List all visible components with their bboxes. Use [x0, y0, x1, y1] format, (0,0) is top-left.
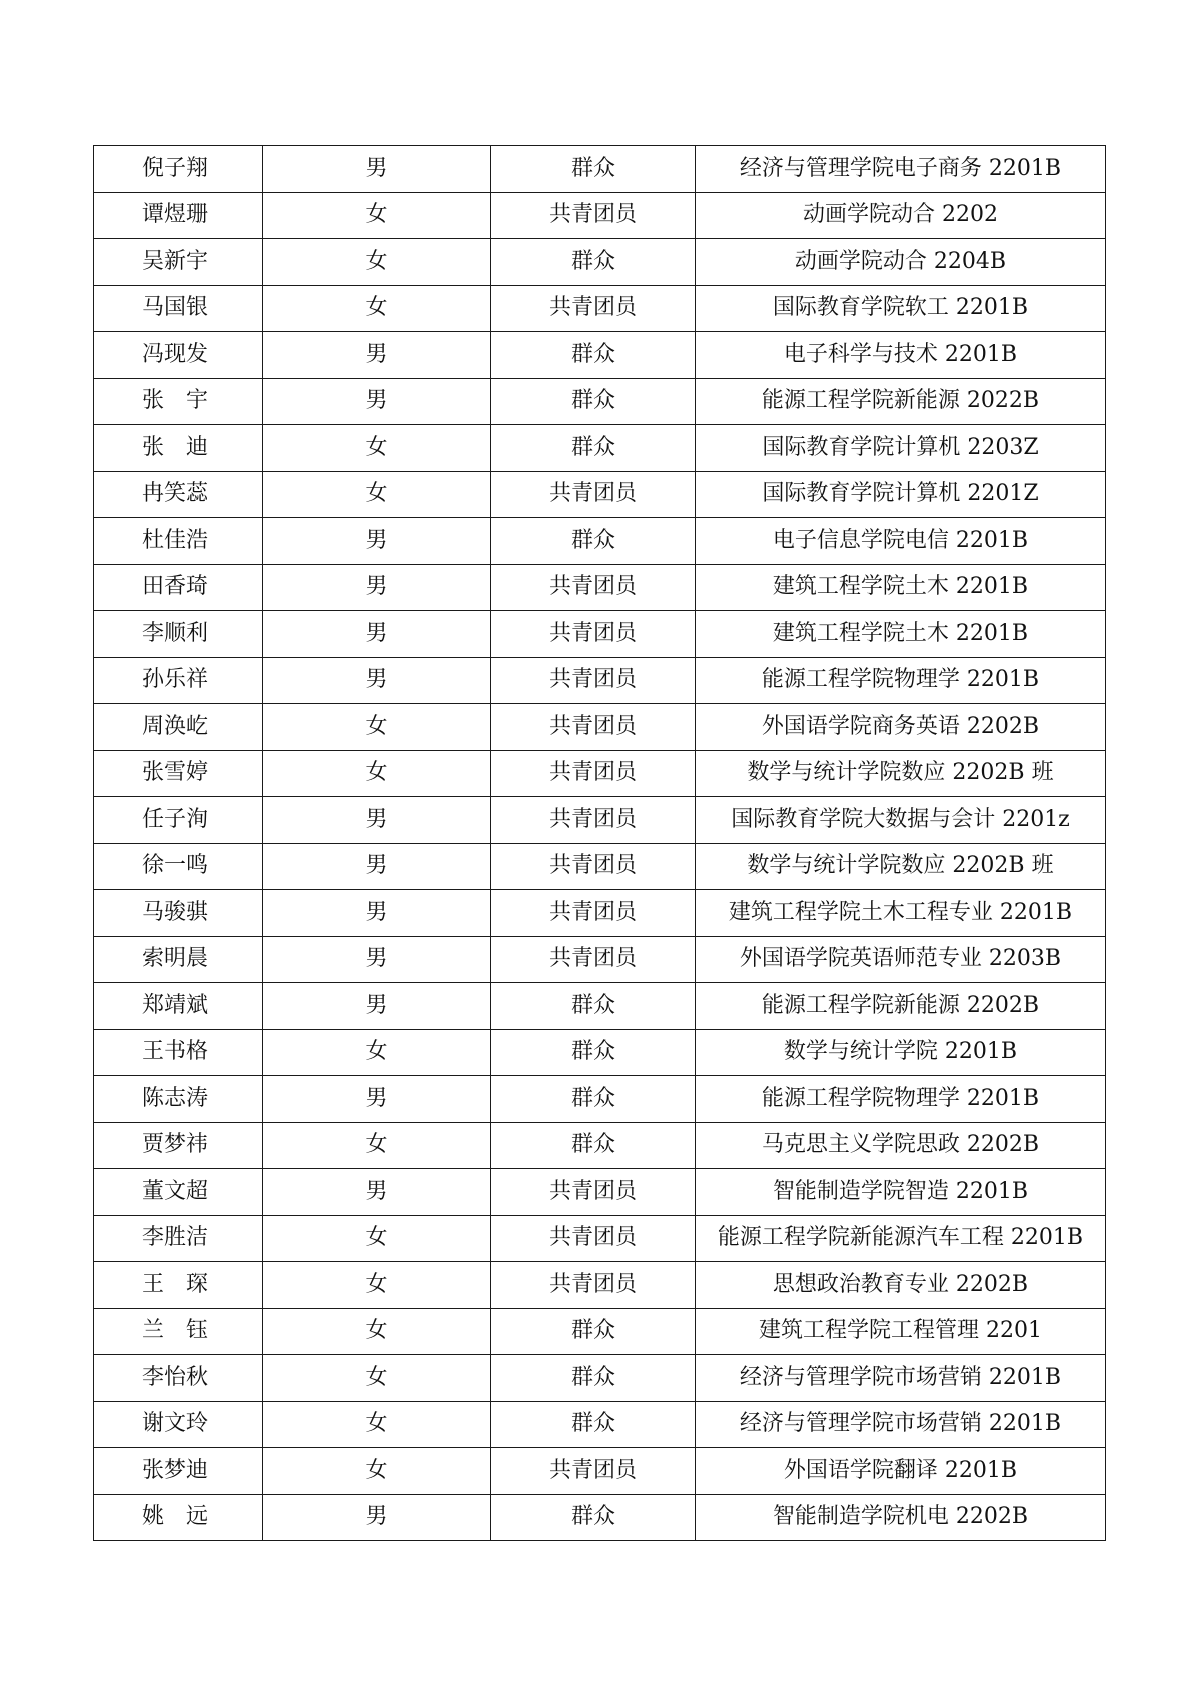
- gender-cell: 男: [263, 983, 491, 1030]
- table-row: [94, 1308, 1106, 1355]
- gender-cell: 女: [263, 1122, 491, 1169]
- name-cell: 冯现发: [94, 332, 263, 379]
- class-cell: 数学与统计学院数应 2202B 班: [696, 750, 1106, 797]
- name-cell: 吴新宇: [94, 239, 263, 286]
- name-cell: 马国银: [94, 285, 263, 332]
- table-row: [94, 1494, 1106, 1541]
- class-cell: 能源工程学院物理学 2201B: [696, 657, 1106, 704]
- gender-cell: 男: [263, 890, 491, 937]
- name-cell: 杜佳浩: [94, 518, 263, 565]
- table-row: [94, 332, 1106, 379]
- table-row: [94, 1029, 1106, 1076]
- political-status-cell: 群众: [491, 1401, 696, 1448]
- class-cell: 外国语学院英语师范专业 2203B: [696, 936, 1106, 983]
- class-cell: 经济与管理学院市场营销 2201B: [696, 1355, 1106, 1402]
- name-cell: 李怡秋: [94, 1355, 263, 1402]
- name-cell: 徐一鸣: [94, 843, 263, 890]
- gender-cell: 女: [263, 425, 491, 472]
- political-status-cell: 共青团员: [491, 611, 696, 658]
- class-cell: 能源工程学院新能源汽车工程 2201B: [696, 1215, 1106, 1262]
- table-row: [94, 564, 1106, 611]
- political-status-cell: 共青团员: [491, 285, 696, 332]
- name-cell: 王书格: [94, 1029, 263, 1076]
- gender-cell: 女: [263, 704, 491, 751]
- name-cell: 王 琛: [94, 1262, 263, 1309]
- political-status-cell: 共青团员: [491, 1215, 696, 1262]
- table-row: [94, 378, 1106, 425]
- political-status-cell: 共青团员: [491, 1448, 696, 1495]
- name-cell: 孙乐祥: [94, 657, 263, 704]
- class-cell: 外国语学院商务英语 2202B: [696, 704, 1106, 751]
- table-row: [94, 1355, 1106, 1402]
- gender-cell: 女: [263, 471, 491, 518]
- name-cell: 张雪婷: [94, 750, 263, 797]
- class-cell: 外国语学院翻译 2201B: [696, 1448, 1106, 1495]
- political-status-cell: 群众: [491, 1076, 696, 1123]
- class-cell: 数学与统计学院数应 2202B 班: [696, 843, 1106, 890]
- class-cell: 智能制造学院智造 2201B: [696, 1169, 1106, 1216]
- class-cell: 国际教育学院计算机 2201Z: [696, 471, 1106, 518]
- name-cell: 郑靖斌: [94, 983, 263, 1030]
- political-status-cell: 共青团员: [491, 750, 696, 797]
- class-cell: 动画学院动合 2204B: [696, 239, 1106, 286]
- table-row: [94, 239, 1106, 286]
- class-cell: 国际教育学院大数据与会计 2201z: [696, 797, 1106, 844]
- political-status-cell: 群众: [491, 518, 696, 565]
- gender-cell: 男: [263, 1494, 491, 1541]
- table-row: [94, 750, 1106, 797]
- name-cell: 倪子翔: [94, 146, 263, 193]
- name-cell: 谢文玲: [94, 1401, 263, 1448]
- political-status-cell: 共青团员: [491, 704, 696, 751]
- class-cell: 动画学院动合 2202: [696, 192, 1106, 239]
- gender-cell: 男: [263, 843, 491, 890]
- political-status-cell: 群众: [491, 332, 696, 379]
- political-status-cell: 共青团员: [491, 1169, 696, 1216]
- table-row: [94, 797, 1106, 844]
- table-row: [94, 1401, 1106, 1448]
- class-cell: 建筑工程学院工程管理 2201: [696, 1308, 1106, 1355]
- gender-cell: 男: [263, 797, 491, 844]
- name-cell: 周涣屹: [94, 704, 263, 751]
- gender-cell: 男: [263, 564, 491, 611]
- name-cell: 董文超: [94, 1169, 263, 1216]
- table-row: [94, 518, 1106, 565]
- name-cell: 张 迪: [94, 425, 263, 472]
- name-cell: 李顺利: [94, 611, 263, 658]
- gender-cell: 男: [263, 611, 491, 658]
- political-status-cell: 群众: [491, 146, 696, 193]
- class-cell: 建筑工程学院土木工程专业 2201B: [696, 890, 1106, 937]
- political-status-cell: 共青团员: [491, 843, 696, 890]
- political-status-cell: 群众: [491, 1308, 696, 1355]
- political-status-cell: 群众: [491, 983, 696, 1030]
- political-status-cell: 共青团员: [491, 1262, 696, 1309]
- gender-cell: 男: [263, 1169, 491, 1216]
- table-row: [94, 1215, 1106, 1262]
- gender-cell: 男: [263, 146, 491, 193]
- gender-cell: 女: [263, 750, 491, 797]
- gender-cell: 女: [263, 1215, 491, 1262]
- political-status-cell: 共青团员: [491, 797, 696, 844]
- table-row: [94, 704, 1106, 751]
- table-row: [94, 1262, 1106, 1309]
- name-cell: 张 宇: [94, 378, 263, 425]
- gender-cell: 女: [263, 239, 491, 286]
- table-row: [94, 1169, 1106, 1216]
- gender-cell: 女: [263, 1401, 491, 1448]
- class-cell: 思想政治教育专业 2202B: [696, 1262, 1106, 1309]
- class-cell: 建筑工程学院土木 2201B: [696, 564, 1106, 611]
- table-row: [94, 471, 1106, 518]
- roster-table-body: [94, 146, 1106, 1541]
- political-status-cell: 群众: [491, 1122, 696, 1169]
- name-cell: 马骏骐: [94, 890, 263, 937]
- class-cell: 国际教育学院软工 2201B: [696, 285, 1106, 332]
- table-row: [94, 146, 1106, 193]
- class-cell: 能源工程学院新能源 2022B: [696, 378, 1106, 425]
- table-row: [94, 843, 1106, 890]
- name-cell: 贾梦祎: [94, 1122, 263, 1169]
- gender-cell: 男: [263, 332, 491, 379]
- gender-cell: 女: [263, 1308, 491, 1355]
- name-cell: 任子洵: [94, 797, 263, 844]
- name-cell: 田香琦: [94, 564, 263, 611]
- political-status-cell: 群众: [491, 1029, 696, 1076]
- political-status-cell: 共青团员: [491, 657, 696, 704]
- gender-cell: 女: [263, 192, 491, 239]
- gender-cell: 男: [263, 378, 491, 425]
- name-cell: 姚 远: [94, 1494, 263, 1541]
- class-cell: 能源工程学院物理学 2201B: [696, 1076, 1106, 1123]
- political-status-cell: 共青团员: [491, 564, 696, 611]
- class-cell: 国际教育学院计算机 2203Z: [696, 425, 1106, 472]
- gender-cell: 男: [263, 936, 491, 983]
- name-cell: 李胜洁: [94, 1215, 263, 1262]
- gender-cell: 男: [263, 657, 491, 704]
- name-cell: 兰 钰: [94, 1308, 263, 1355]
- political-status-cell: 共青团员: [491, 192, 696, 239]
- student-roster-table: [93, 145, 1106, 1541]
- class-cell: 电子科学与技术 2201B: [696, 332, 1106, 379]
- table-row: [94, 425, 1106, 472]
- table-row: [94, 890, 1106, 937]
- political-status-cell: 共青团员: [491, 471, 696, 518]
- political-status-cell: 共青团员: [491, 936, 696, 983]
- class-cell: 马克思主义学院思政 2202B: [696, 1122, 1106, 1169]
- gender-cell: 男: [263, 518, 491, 565]
- class-cell: 能源工程学院新能源 2202B: [696, 983, 1106, 1030]
- political-status-cell: 群众: [491, 1494, 696, 1541]
- political-status-cell: 群众: [491, 239, 696, 286]
- name-cell: 陈志涛: [94, 1076, 263, 1123]
- political-status-cell: 群众: [491, 378, 696, 425]
- table-row: [94, 657, 1106, 704]
- name-cell: 谭煜珊: [94, 192, 263, 239]
- class-cell: 电子信息学院电信 2201B: [696, 518, 1106, 565]
- table-row: [94, 1076, 1106, 1123]
- class-cell: 智能制造学院机电 2202B: [696, 1494, 1106, 1541]
- table-row: [94, 1122, 1106, 1169]
- table-row: [94, 192, 1106, 239]
- class-cell: 建筑工程学院土木 2201B: [696, 611, 1106, 658]
- class-cell: 数学与统计学院 2201B: [696, 1029, 1106, 1076]
- name-cell: 索明晨: [94, 936, 263, 983]
- table-row: [94, 611, 1106, 658]
- name-cell: 冉笑蕊: [94, 471, 263, 518]
- gender-cell: 女: [263, 1448, 491, 1495]
- table-row: [94, 1448, 1106, 1495]
- political-status-cell: 群众: [491, 1355, 696, 1402]
- name-cell: 张梦迪: [94, 1448, 263, 1495]
- political-status-cell: 共青团员: [491, 890, 696, 937]
- table-row: [94, 983, 1106, 1030]
- class-cell: 经济与管理学院电子商务 2201B: [696, 146, 1106, 193]
- gender-cell: 女: [263, 1355, 491, 1402]
- political-status-cell: 群众: [491, 425, 696, 472]
- gender-cell: 女: [263, 1029, 491, 1076]
- gender-cell: 男: [263, 1076, 491, 1123]
- table-row: [94, 936, 1106, 983]
- class-cell: 经济与管理学院市场营销 2201B: [696, 1401, 1106, 1448]
- gender-cell: 女: [263, 285, 491, 332]
- table-row: [94, 285, 1106, 332]
- gender-cell: 女: [263, 1262, 491, 1309]
